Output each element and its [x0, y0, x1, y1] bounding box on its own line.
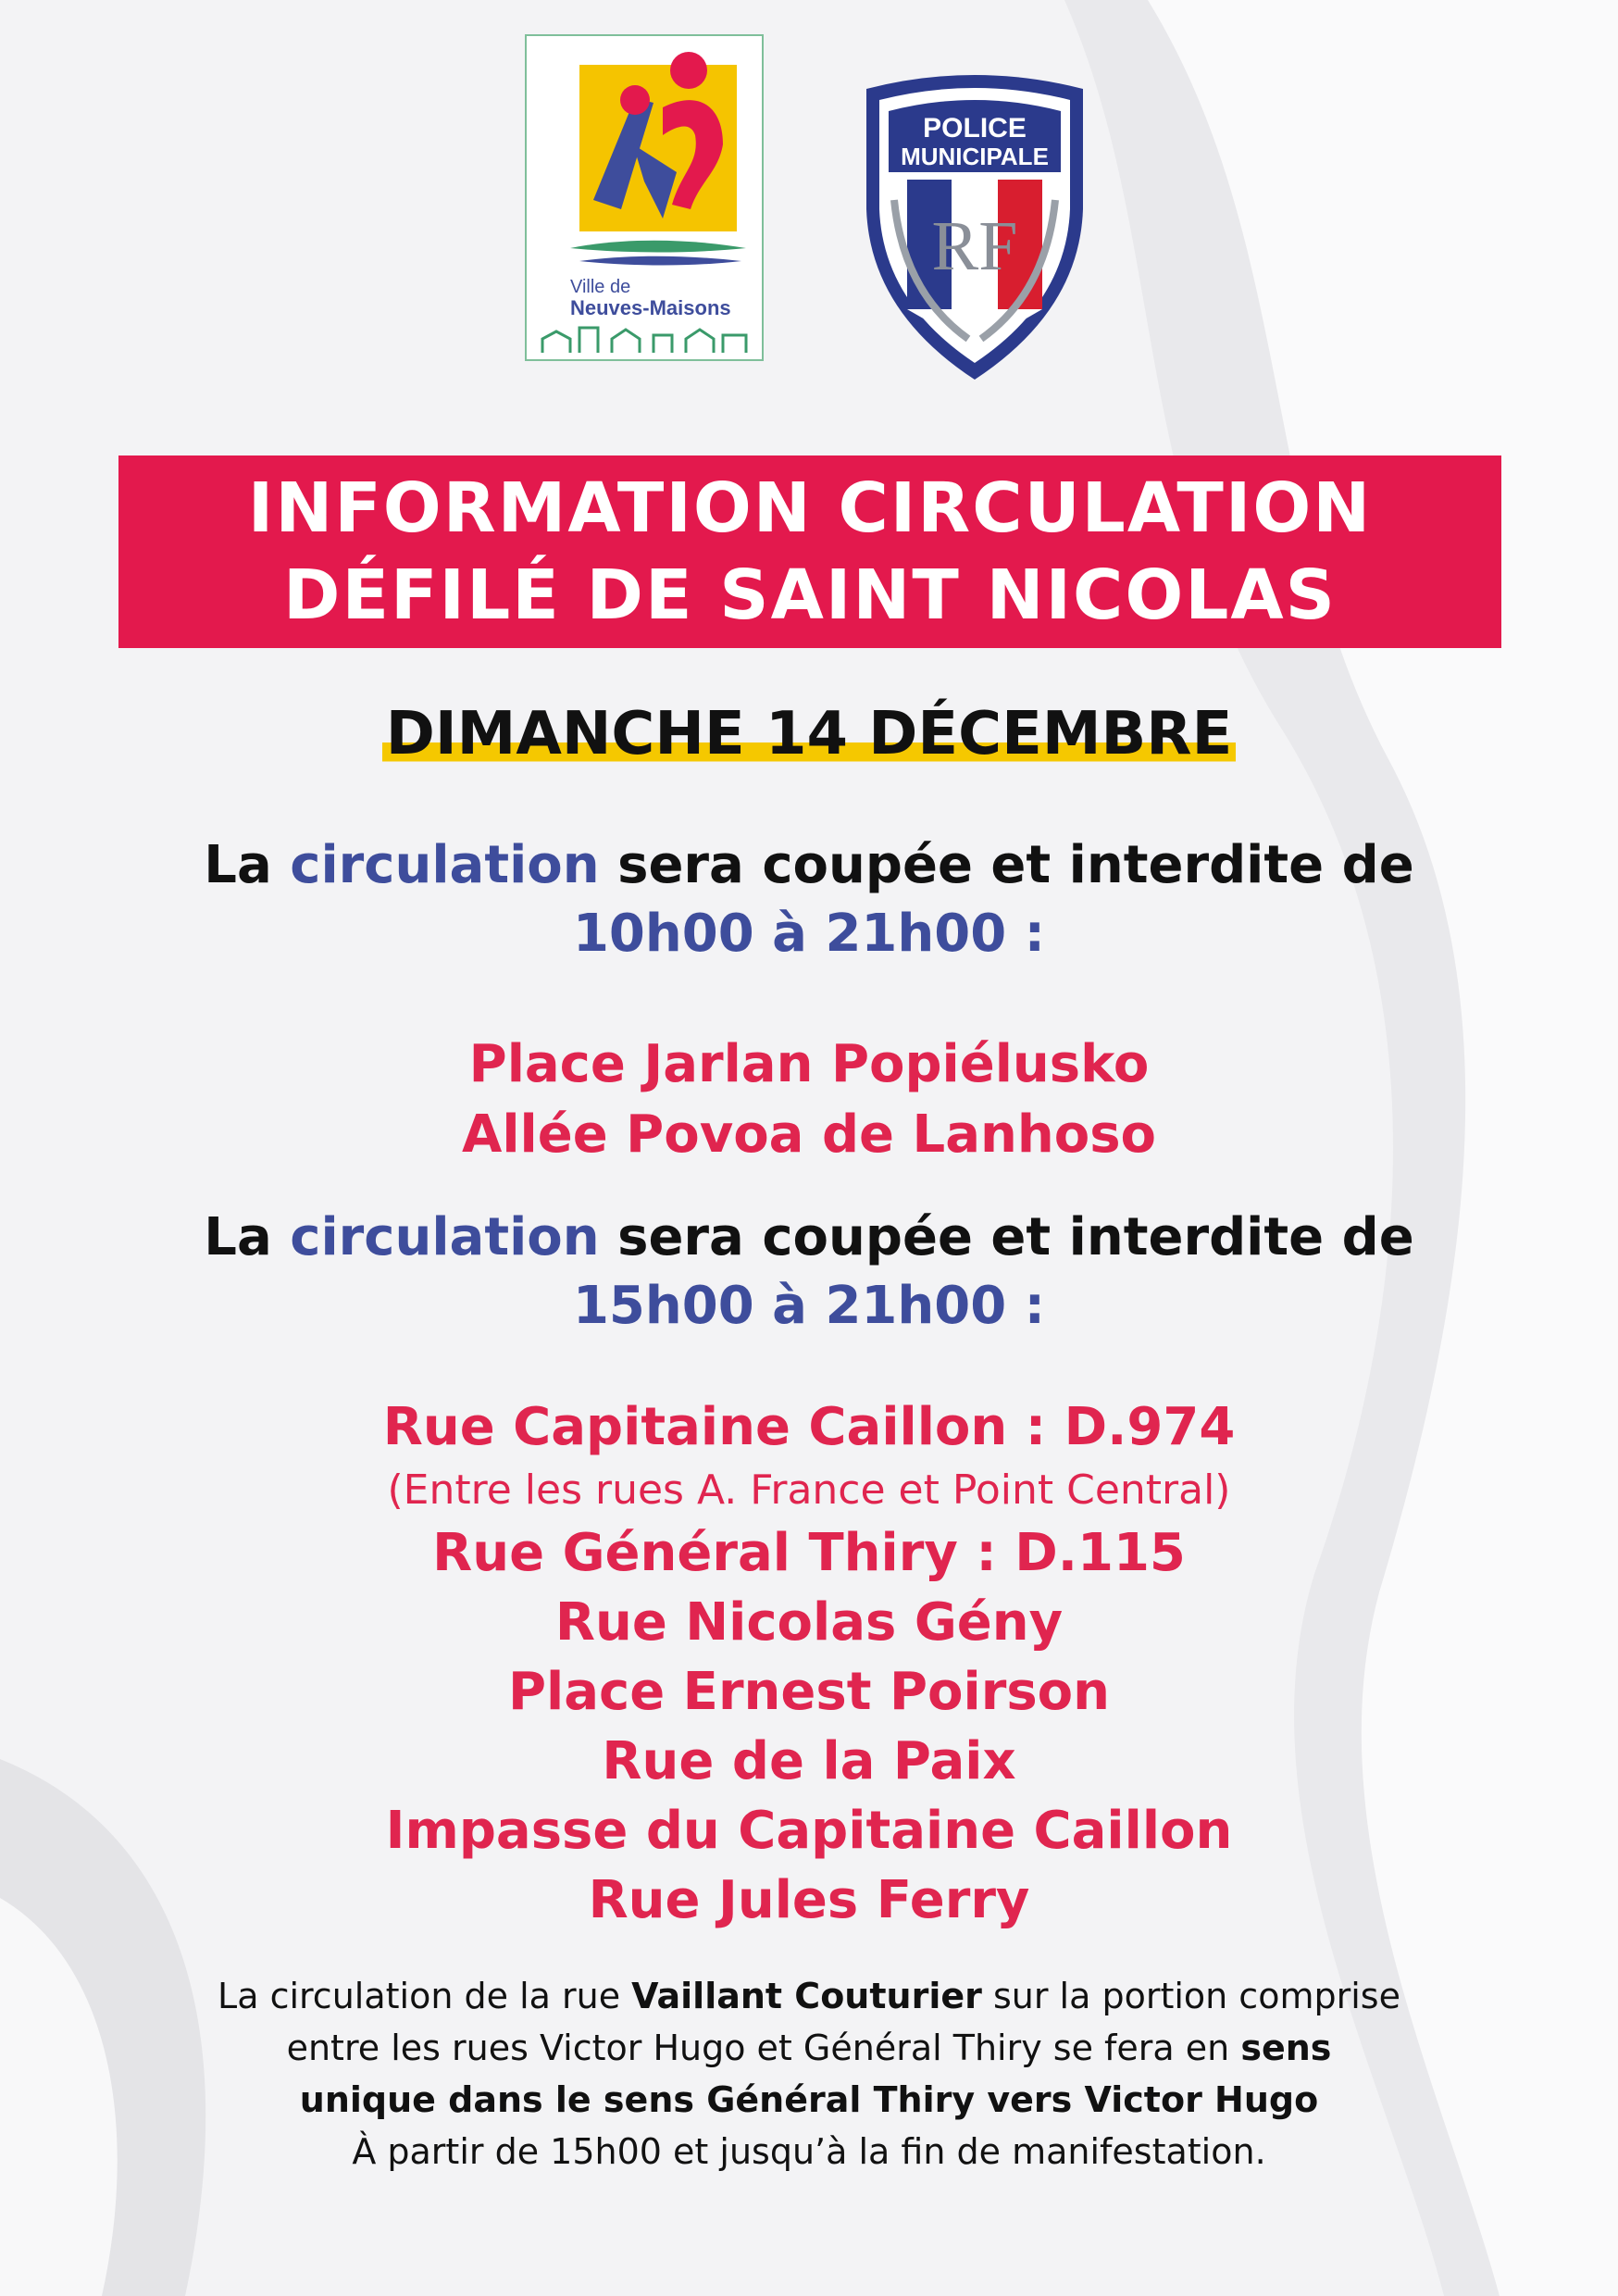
svg-text:Neuves-Maisons: Neuves-Maisons: [570, 296, 731, 319]
svg-text:MUNICIPALE: MUNICIPALE: [901, 143, 1049, 170]
section-morning: [0, 831, 1618, 968]
banner-title-line2: DÉFILÉ DE SAINT NICOLAS: [283, 555, 1337, 635]
street-item: Place Jarlan Popiélusko: [468, 1034, 1150, 1094]
section-lead: La circulation sera coupée et interdite de: [204, 835, 1414, 895]
street-item: Impasse du Capitaine Caillon: [385, 1801, 1233, 1861]
note-line4: À partir de 15h00 et jusqu’à la fin de manifestation.: [352, 2131, 1266, 2172]
svg-text:POLICE: POLICE: [923, 113, 1027, 144]
section-time: 15h00 à 21h00 :: [572, 1276, 1046, 1336]
title-banner: [118, 455, 1501, 648]
section-afternoon: [0, 1204, 1618, 1341]
logos-row: [0, 33, 1618, 385]
street-item: Allée Povoa de Lanhoso: [461, 1104, 1156, 1165]
note-line2: entre les rues Victor Hugo et Général Thiry se fera en sens: [286, 2028, 1332, 2068]
street-list-morning: [0, 1029, 1618, 1170]
street-item: Rue de la Paix: [602, 1731, 1016, 1791]
street-item: Rue Général Thiry : D.115: [432, 1523, 1186, 1583]
section-time: 10h00 à 21h00 :: [572, 904, 1046, 964]
street-list-afternoon: [0, 1392, 1618, 1935]
svg-text:RF: RF: [931, 207, 1018, 285]
traffic-note: [0, 1970, 1618, 2177]
date-heading: [0, 700, 1618, 768]
note-line1: La circulation de la rue Vaillant Couturier sur la portion comprise: [218, 1976, 1400, 2016]
street-item: Rue Nicolas Gény: [554, 1592, 1064, 1653]
street-note: (Entre les rues A. France et Point Central): [387, 1466, 1231, 1514]
note-line3: unique dans le sens Général Thiry vers Victor Hugo: [299, 2079, 1319, 2120]
svg-text:Ville de: Ville de: [570, 277, 631, 297]
street-item: Rue Jules Ferry: [588, 1870, 1030, 1930]
event-date: DIMANCHE 14 DÉCEMBRE: [382, 700, 1237, 768]
section-lead: La circulation sera coupée et interdite de: [204, 1207, 1414, 1267]
banner-title-line1: INFORMATION CIRCULATION: [247, 468, 1373, 548]
street-item: Rue Capitaine Caillon : D.974: [382, 1397, 1236, 1457]
street-item: Place Ernest Poirson: [507, 1662, 1110, 1722]
town-logo: [524, 33, 765, 362]
police-shield-logo: [857, 70, 1092, 381]
